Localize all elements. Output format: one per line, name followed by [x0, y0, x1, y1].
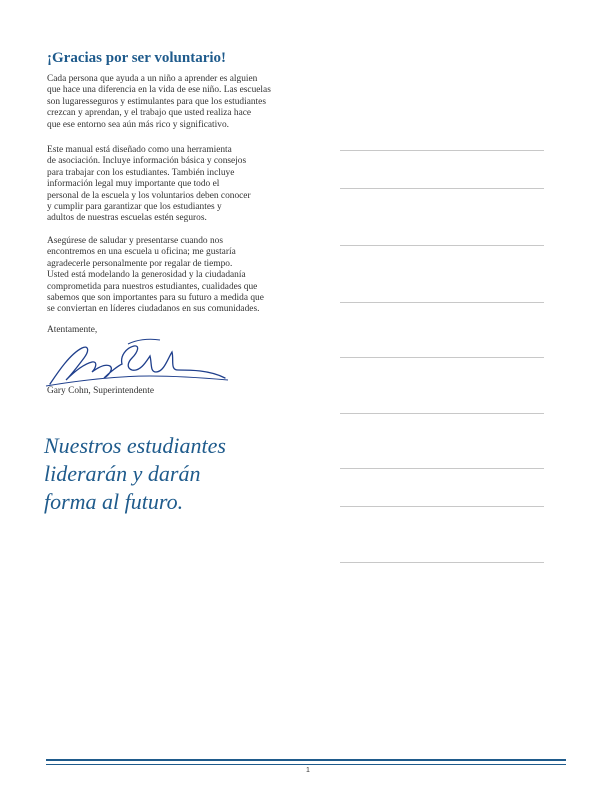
signer-name: Gary Cohn, Superintendente: [47, 386, 155, 396]
motto-text: Nuestros estudiantes liderarán y darán forma al futuro.: [44, 433, 226, 514]
note-line: [340, 357, 544, 358]
closing-text: Atentamente,: [47, 325, 98, 335]
signature-image: [40, 336, 230, 390]
intro-paragraph: Cada persona que ayuda a un niño a aprender es alguien que hace una diferencia en la vida de ese niño. Las escuelas son lugaresseguros y estimulantes para que los estudiantes crezcan y aprendan, y el trabajo que usted realiza hace que ese entorno sea aún más rico y significativo.: [47, 74, 271, 130]
footer-rule-thin: [46, 764, 566, 765]
note-line: [340, 468, 544, 469]
note-line: [340, 245, 544, 246]
page-number: 1: [306, 767, 310, 774]
letter-title: ¡Gracias por ser voluntario!: [47, 50, 227, 66]
note-line: [340, 150, 544, 151]
note-line: [340, 302, 544, 303]
footer-rule: [46, 759, 566, 761]
note-line: [340, 188, 544, 189]
greeting-paragraph: Asegúrese de saludar y presentarse cuando nos encontremos en una escuela u oficina; me gustaría agradecerle personalmente por regalar de tiempo. Usted está modelando la generosidad y la ciudadanía comprometida para nuestros estudiantes, cualidades que sabemos que son importantes para su futuro a medida que se conviertan en líderes ciudadanos en sus comunidades.: [47, 236, 264, 315]
note-line: [340, 562, 544, 563]
note-line: [340, 506, 544, 507]
note-line: [340, 413, 544, 414]
manual-paragraph: Este manual está diseñado como una herramienta de asociación. Incluye información básica y consejos para trabajar con los estudiantes. También incluye información legal muy importante que todo el personal de la escuela y los voluntarios deben conocer y cumplir para garantizar que los estudiantes y adultos de nuestras escuelas estén seguros.: [47, 145, 251, 224]
